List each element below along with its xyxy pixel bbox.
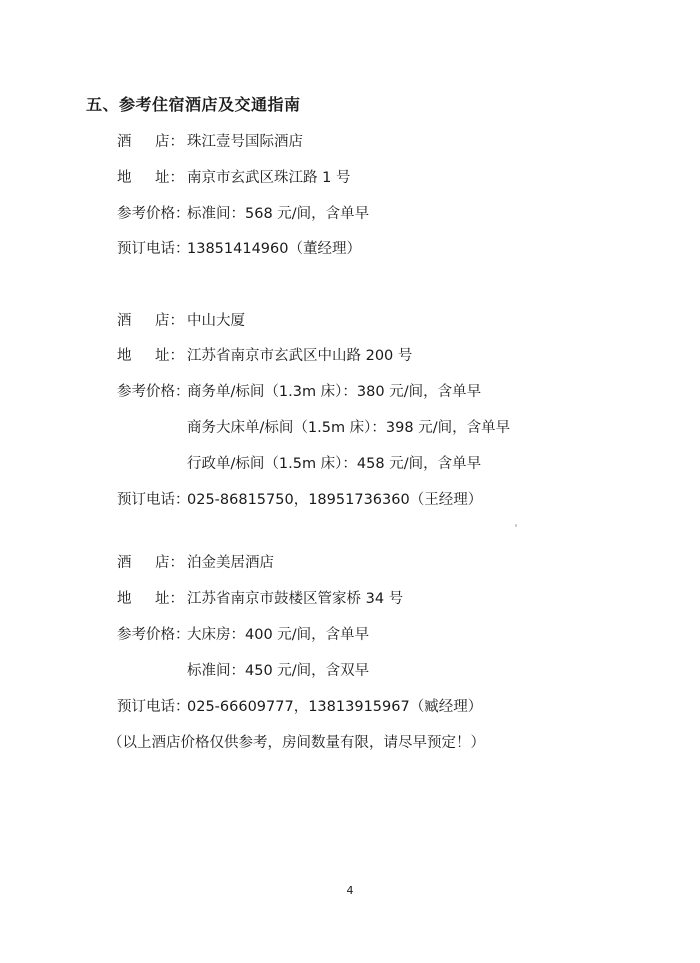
page-number: 4 <box>346 884 354 897</box>
hotel-name-label: 酒 店： <box>117 313 184 329</box>
hotel-address-label: 地 址： <box>117 348 184 364</box>
hotel-phone-label: 预订电话： <box>117 492 190 508</box>
hotel-3-price-1: 大床房：400 元/间，含单早 <box>187 627 370 643</box>
hotel-2-price-1: 商务单/标间（1.3m 床）：380 元/间，含单早 <box>187 384 482 400</box>
hotel-2-name-row <box>117 311 245 331</box>
section-heading: 五、参考住宿酒店及交通指南 <box>86 95 301 114</box>
hotel-1-price: 标准间：568 元/间，含单早 <box>187 206 370 222</box>
hotel-3-phone: 025-66609777，13813915967（臧经理） <box>187 699 483 715</box>
hotel-phone-label: 预订电话： <box>117 699 190 715</box>
hotel-1-price-row <box>117 204 369 224</box>
scan-speck <box>515 524 517 527</box>
hotel-2-name: 中山大厦 <box>187 313 245 329</box>
hotel-1-name-row <box>117 132 303 152</box>
hotel-1-address: 南京市玄武区珠江路 1 号 <box>187 170 351 186</box>
hotel-1-name: 珠江壹号国际酒店 <box>187 134 303 150</box>
hotel-2-address-row <box>117 346 412 366</box>
hotel-3-price-2: 标准间：450 元/间，含双早 <box>187 663 370 679</box>
hotel-2-price-row-3 <box>187 454 481 474</box>
hotel-address-label: 地 址： <box>117 591 184 607</box>
hotel-3-address: 江苏省南京市鼓楼区管家桥 34 号 <box>187 591 404 607</box>
price-note: （以上酒店价格仅供参考，房间数量有限，请尽早预定！） <box>108 735 485 751</box>
hotel-3-phone-row <box>117 697 482 717</box>
hotel-3-name-row <box>117 553 274 573</box>
hotel-2-price-row-1 <box>117 382 481 402</box>
hotel-2-address: 江苏省南京市玄武区中山路 200 号 <box>187 348 413 364</box>
hotel-3-address-row <box>117 589 403 609</box>
hotel-price-label: 参考价格： <box>117 384 190 400</box>
hotel-2-price-row-2 <box>187 418 510 438</box>
hotel-address-label: 地 址： <box>117 170 184 186</box>
hotel-price-label: 参考价格： <box>117 627 190 643</box>
hotel-1-phone: 13851414960（董经理） <box>187 241 361 257</box>
hotel-1-phone-row <box>117 239 361 259</box>
hotel-price-label: 参考价格： <box>117 206 190 222</box>
hotel-name-label: 酒 店： <box>117 134 184 150</box>
hotel-2-price-3: 行政单/标间（1.5m 床）：458 元/间，含单早 <box>187 456 482 472</box>
hotel-name-label: 酒 店： <box>117 555 184 571</box>
hotel-3-name: 泊金美居酒店 <box>187 555 274 571</box>
hotel-phone-label: 预订电话： <box>117 241 190 257</box>
hotel-3-price-row-1 <box>117 625 369 645</box>
hotel-2-phone: 025-86815750，18951736360（王经理） <box>187 492 483 508</box>
hotel-2-phone-row <box>117 490 482 510</box>
hotel-2-price-2: 商务大床单/标间（1.5m 床）：398 元/间，含单早 <box>187 420 511 436</box>
hotel-3-price-row-2 <box>187 661 369 681</box>
hotel-1-address-row <box>117 168 350 188</box>
